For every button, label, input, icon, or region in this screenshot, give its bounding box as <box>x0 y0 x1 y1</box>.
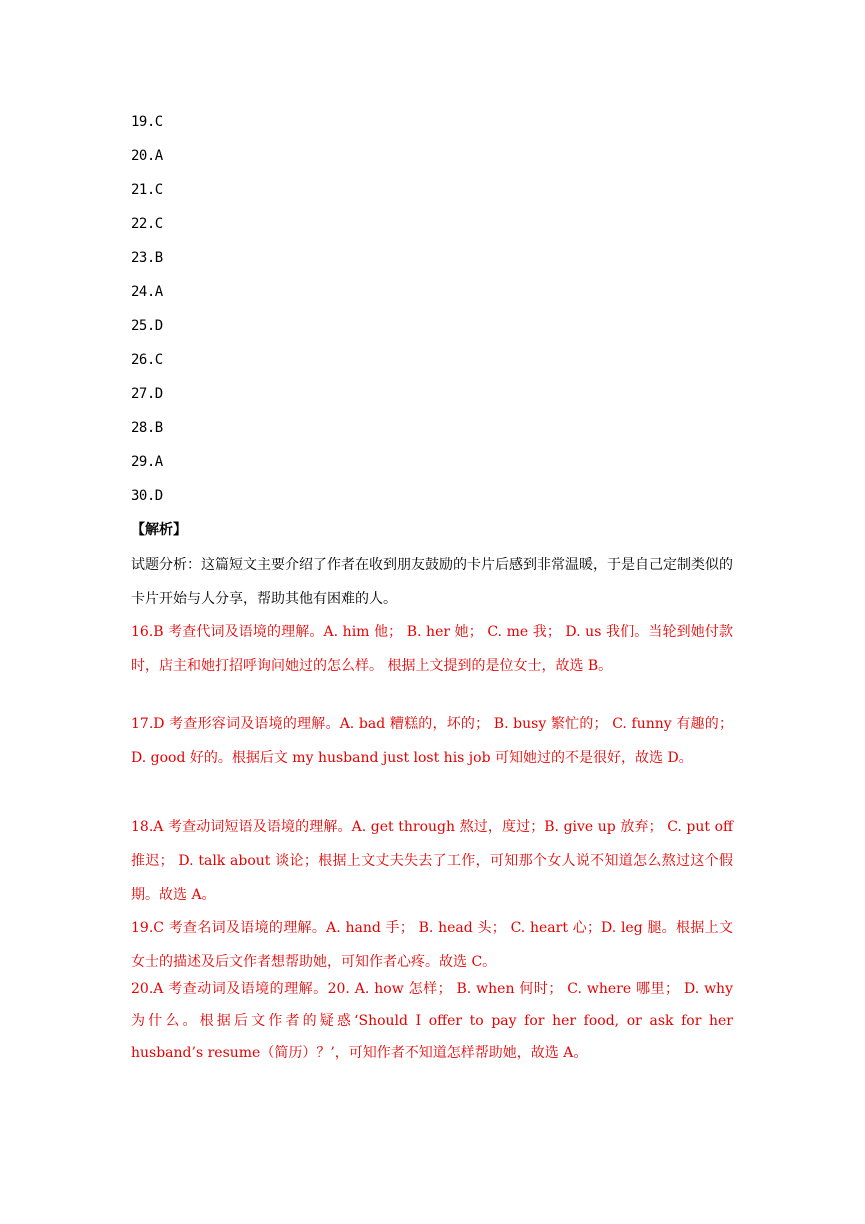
explanation-18: 18.A 考查动词短语及语境的理解。A. get through 熬过，度过；B. give up 放弃； C. put off 推迟； D. talk about 谈论；根据上文丈夫失去了工作，可知那个女人说不知道怎么熬过这个假期。故选 A。 <box>131 819 733 903</box>
explanation-20: 20.A 考查动词及语境的理解。20. A. how 怎样； B. when 何时； C. where 哪里； D. why 为什么。根据后文作者的疑惑‘Should I offer to pay for her food, or ask for her husband’s resume（简历）？’，可知作者不知道怎样帮助她，故选 A。 <box>131 981 733 1061</box>
answer-item: 24.A <box>131 284 163 300</box>
answer-item: 26.C <box>131 352 163 368</box>
explanation-16: 16.B 考查代词及语境的理解。A. him 他； B. her 她； C. me 我； D. us 我们。当轮到她付款时，店主和她打招呼询问她过的怎么样。 根据上文提到的是位女士，故选 B。 <box>131 624 733 674</box>
analysis-summary: 试题分析：这篇短文主要介绍了作者在收到朋友鼓励的卡片后感到非常温暖，于是自己定制类似的卡片开始与人分享，帮助其他有困难的人。 <box>131 557 733 607</box>
answer-list <box>131 113 163 521</box>
answer-item: 22.C <box>131 216 163 232</box>
answer-item: 23.B <box>131 250 163 266</box>
explanation-17: 17.D 考查形容词及语境的理解。A. bad 糟糕的，坏的； B. busy 繁忙的； C. funny 有趣的； D. good 好的。根据后文 my husband just lost his job 可知她过的不是很好，故选 D。 <box>131 716 733 766</box>
answer-item: 27.D <box>131 386 163 402</box>
explanation-19: 19.C 考查名词及语境的理解。A. hand 手； B. head 头； C. heart 心；D. leg 腿。根据上文女士的描述及后文作者想帮助她，可知作者心疼。故选 C。 <box>131 920 733 970</box>
answer-item: 19.C <box>131 114 163 130</box>
answer-item: 28.B <box>131 420 163 436</box>
answer-item: 29.A <box>131 454 163 470</box>
answer-item: 25.D <box>131 318 163 334</box>
answer-item: 30.D <box>131 488 163 504</box>
answer-item: 21.C <box>131 182 163 198</box>
answer-item: 20.A <box>131 148 163 164</box>
analysis-heading: 【解析】 <box>131 522 187 538</box>
